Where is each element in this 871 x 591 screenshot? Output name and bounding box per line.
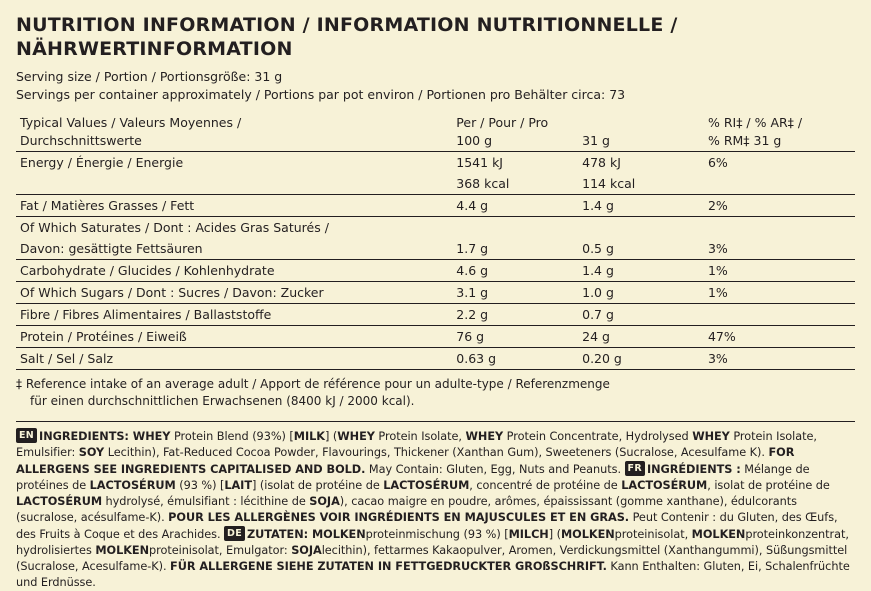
row-value-protein-31g: 24 g (578, 325, 704, 347)
table-row (16, 194, 855, 216)
row-value-protein-ri: 47% (704, 325, 855, 347)
header-col-31g: 31 g (578, 130, 704, 152)
row-label-energy-kcal (16, 173, 452, 195)
language-tag-en: EN (16, 428, 37, 443)
header-col-100g: 100 g (452, 130, 578, 152)
table-row (16, 347, 855, 369)
row-label-fibre: Fibre / Fibres Alimentaires / Ballaststoffe (16, 303, 452, 325)
row-value-fat-31g: 1.4 g (578, 194, 704, 216)
table-row (16, 216, 855, 238)
row-value-fat-ri: 2% (704, 194, 855, 216)
row-value-fibre-31g: 0.7 g (578, 303, 704, 325)
language-tag-de: DE (224, 526, 245, 541)
row-value-sugars-31g: 1.0 g (578, 281, 704, 303)
language-tag-fr: FR (625, 461, 645, 476)
row-value-sugars-ri: 1% (704, 281, 855, 303)
row-value-fibre-100g: 2.2 g (452, 303, 578, 325)
row-value-saturates-31g-blank (578, 216, 704, 238)
header-ri-line2: % RM‡ 31 g (704, 130, 855, 152)
row-value-energy-31g: 478 kJ (578, 151, 704, 173)
table-row (16, 325, 855, 347)
row-label-sugars: Of Which Sugars / Dont : Sucres / Davon: Zucker (16, 281, 452, 303)
row-value-protein-100g: 76 g (452, 325, 578, 347)
footnote-line-1: ‡ Reference intake of an average adult / Apport de référence pour un adulte-type / Referenzmenge (16, 376, 610, 391)
row-value-saturates-100g-blank (452, 216, 578, 238)
row-label-saturates: Of Which Saturates / Dont : Acides Gras Saturés / (16, 216, 452, 238)
row-value-carbohydrate-100g: 4.6 g (452, 259, 578, 281)
header-ri-line1: % RI‡ / % AR‡ / (707, 114, 803, 130)
nutrition-table (16, 112, 855, 370)
table-row (16, 281, 855, 303)
row-value-saturates-100g: 1.7 g (456, 240, 489, 256)
reference-intake-footnote (16, 376, 855, 411)
row-value-energy-100g-kcal: 368 kcal (456, 175, 510, 191)
row-value-carbohydrate-ri: 1% (704, 259, 855, 281)
table-header-row-2 (16, 130, 855, 152)
table-row-continued (16, 238, 855, 260)
ingredients-text-de: ZUTATEN: MOLKENproteinmischung (93 %) [MILCH] (MOLKENproteinisolat, MOLKENproteinkonzentrat, hydrolisiertes MOLKENproteinisolat, Emulgator: SOJAlecithin), fettarmes Kakaopulver, Aromen, Verdickungsmittel (Xanthangummi), Süßungsmittel (Sucralose, Acesulfame-K). FÜR ALLERGENE SIEHE ZUTATEN IN FETTGEDRUCKTER GROßSCHRIFT. Kann Enthalten: Gluten, Ei, Schalenfrüchte und Erdnüsse. (16, 527, 850, 589)
header-typical-values-line1: Typical Values / Valeurs Moyennes / (20, 114, 242, 130)
row-value-saturates-ri-blank (704, 216, 855, 238)
footnote-line-2: für einen durchschnittlichen Erwachsenen (8400 kJ / 2000 kcal). (30, 394, 415, 409)
row-label-saturates-line2: Davon: gesättigte Fettsäuren (20, 240, 203, 256)
row-label-salt: Salt / Sel / Salz (16, 347, 452, 369)
serving-size-line: Serving size / Portion / Portionsgröße: 31 g (16, 68, 283, 84)
row-value-fibre-ri (704, 303, 855, 325)
table-row (16, 259, 855, 281)
header-per-group: Per / Pour / Pro (456, 114, 549, 130)
row-value-fat-100g: 4.4 g (452, 194, 578, 216)
ingredients-text-en: INGREDIENTS: WHEY Protein Blend (93%) [MILK] (WHEY Protein Isolate, WHEY Protein Concentrate, Hydrolysed WHEY Protein Isolate, Emulsifier: SOY Lecithin), Fat-Reduced Cocoa Powder, Flavourings, Thickener (Xanthan Gum), Sweeteners (Sucralose, Acesulfame K). FOR ALLERGENS SEE INGREDIENTS CAPITALISED AND BOLD. May Contain: Gluten, Egg, Nuts and Peanuts. (16, 429, 817, 476)
row-value-saturates-ri: 3% (707, 240, 728, 256)
header-typical-values-line2: Durchschnittswerte (16, 130, 452, 152)
row-value-sugars-100g: 3.1 g (452, 281, 578, 303)
row-value-carbohydrate-31g: 1.4 g (578, 259, 704, 281)
section-divider (16, 421, 855, 422)
row-label-protein: Protein / Protéines / Eiweiß (16, 325, 452, 347)
row-value-salt-100g: 0.63 g (452, 347, 578, 369)
row-value-energy-31g-kcal: 114 kcal (582, 175, 636, 191)
row-value-energy-ri-blank (704, 173, 855, 195)
row-label-carbohydrate: Carbohydrate / Glucides / Kohlenhydrate (16, 259, 452, 281)
row-label-fat: Fat / Matières Grasses / Fett (16, 194, 452, 216)
ingredients-text-fr: INGRÉDIENTS : Mélange de protéines de LACTOSÉRUM (93 %) [LAIT] (isolat de protéine de LACTOSÉRUM, concentré de protéine de LACTOSÉRUM, isolat de protéine de LACTOSÉRUM hydrolysé, émulsifiant : lécithine de SOJA), cacao maigre en poudre, arômes, épaississant (gomme xanthane), édulcorants (sucralose, acésulfame-K). POUR LES ALLERGÈNES VOIR INGRÉDIENTS EN MAJUSCULES ET EN GRAS. Peut Contenir : du Gluten, des Œufs, des Fruits à Coque et des Arachides. (16, 462, 838, 541)
table-row (16, 303, 855, 325)
row-value-salt-31g: 0.20 g (578, 347, 704, 369)
row-value-energy-100g: 1541 kJ (452, 151, 578, 173)
row-value-saturates-31g: 0.5 g (582, 240, 614, 256)
servings-per-container-line: Servings per container approximately / Portions par pot environ / Portionen pro Behälter circa: 73 (16, 86, 626, 102)
table-row-continued (16, 173, 855, 195)
table-header-row-1 (16, 112, 855, 130)
row-label-energy: Energy / Énergie / Energie (16, 151, 452, 173)
ingredients-block (16, 428, 855, 591)
row-value-energy-ri: 6% (704, 151, 855, 173)
page-title: NUTRITION INFORMATION / INFORMATION NUTRITIONNELLE / NÄHRWERTINFORMATION (16, 14, 678, 60)
row-value-salt-ri: 3% (704, 347, 855, 369)
table-row (16, 151, 855, 173)
